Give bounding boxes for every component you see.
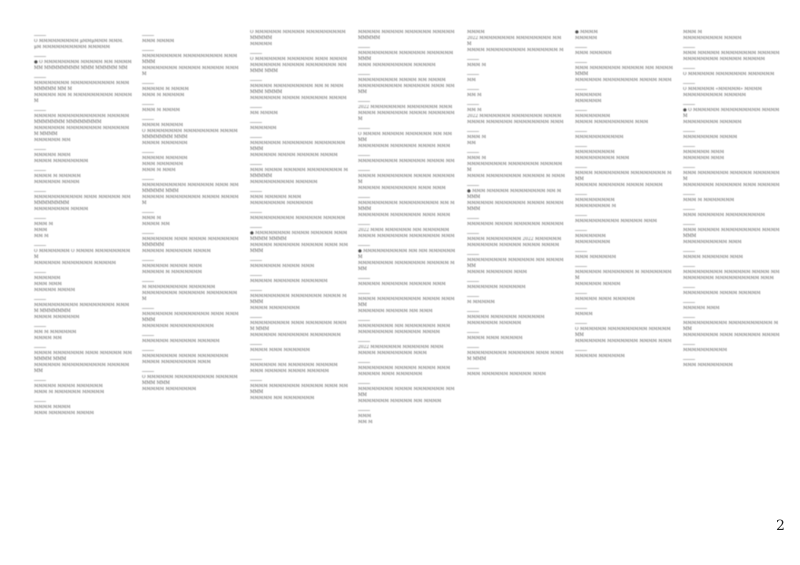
text-line: ΜΜΜΜΜΜ ΜΜΜΜ (575, 282, 621, 287)
text-line: ΜΜΜΜΜΜΜΜΜ ΜΜΜ (575, 156, 630, 161)
text-line: ΜΜΜΜΜ ΜΜΜ ΜΜΜΜΜ (575, 297, 635, 302)
text-line: ΜΜΜΜ ΜΜ (142, 222, 170, 227)
text-line: ΜΜΜΜΜΜΜ ΜΜΜΜΜΜΜΜ ΜΜΜΜΜΜΜ ΜΜΜΜ (34, 126, 130, 137)
text-line: ΜΜΜΜΜΜ ΜΜΜΜΜΜΜ ΜΜΜΜ ΜΜΜΜΜΜΜ (467, 201, 564, 212)
text-line: ΜΜΜΜ ΜΜΜΜΜΜ (142, 141, 188, 146)
text-line: ΜΜΜΜΜΜΜΜ ΜΜΜΜ ΜΜΜΜΜΜΜ ΜΜΜΜ (358, 387, 455, 398)
text-line: ΜΜΜΜΜΜΜΜΜ ΜΜΜΜΜΜ ΜΜΜΜ ΜΜ (683, 270, 780, 275)
text-line: ΜΜΜ ΜΜΜΜΜ ΜΜΜΜΜΜΜΜΜ ΜΜΜΜΜΜΜ (683, 228, 780, 239)
text-line: ΜΜΜΜ ΜΜΜΜ (34, 405, 71, 410)
text-line: ΜΜΜΜΜΜΜΜ ΜΜΜΜ (683, 135, 738, 140)
text-line: 2022 ΜΜΜΜΜΜΜΜ ΜΜΜΜΜΜΜΜ ΜΜΜ (467, 36, 562, 47)
text-line: ΜΜΜ ΜΜΜΜΜΜΜ ΜΜΜΜΜ ΜΜ ΜΜΜΜΜΜΜ (575, 66, 673, 77)
text-line: ΜΜΜΜΜΜΜΜΜ ΜΜΜΜΜΜ ΜΜΜΜΜΜ ΜΜΜ (358, 51, 454, 62)
text-line: ● ΜΜΜ ΜΜΜΜΜ ΜΜΜΜΜΜΜΜ ΜΜ ΜΜΜΜ (467, 189, 562, 200)
text-line: ΜΜΜ ΜΜΜΜΜΜ (142, 162, 183, 167)
text-line: ΜΜΜΜΜΜΜΜΜΜ ΜΜΜΜΜΜΜΜΜΜ ΜΜΜ (683, 321, 779, 332)
text-line: ΜΜΜΜΜΜΜΜ ΜΜΜΜΜ ΜΜΜΜ ΜΜΜ (358, 366, 451, 371)
text-line: ΜΜΜΜ ΜΜΜ ΜΜΜΜΜΜ (250, 348, 310, 353)
text-column-6 (575, 30, 673, 360)
text-line: ΜΜΜΜ ΜΜΜΜΜΜΜΜ (34, 159, 89, 164)
text-line: ΜΜΜΜΜΜΜΜΜ ΜΜΜ ΜΜΜΜΜΜ ΜΜΜΜ ΜΜΜ (250, 321, 347, 332)
text-line: ΜΜΜΜΜ ΜΜΜΜΜΜΜΜ ΜΜΜΜ ΜΜΜΜΜ (142, 195, 239, 206)
text-line: ● ΜΜΜΜ (575, 30, 598, 35)
text-line: Ο ΜΜΜΜΜΜ ΜΜΜΜΜ ΜΜΜΜΜΜΜΜΜ ΜΜΜΜΜ (250, 30, 346, 41)
text-line: ΜΜΜ Μ (683, 30, 702, 35)
text-line: ΜΜΜΜΜΜΜΜΜΜ ΜΜΜΜΜ (250, 180, 318, 185)
text-line: ΜΜΜΜ ΜΜΜΜΜΜΜ ΜΜΜΜΜΜΜ ΜΜΜ (358, 234, 455, 239)
text-line: ΜΜ (467, 141, 476, 146)
text-line: ΜΜΜΜΜΜ ΜΜ (34, 138, 71, 143)
text-line: ΜΜΜΜΜΜΜΜ ΜΜ ΜΜΜΜΜΜΜ ΜΜΜ (358, 324, 451, 329)
text-line: ΜΜΜΜΜΜΜΜΜΜ ΜΜΜΜΜ ΜΜΜ (575, 219, 657, 224)
text-line: Μ ΜΜΜΜΜ (467, 300, 495, 305)
text-line: ΜΜΜΜ ΜΜΜΜΜΜ ΜΜΜ (467, 270, 527, 275)
text-line: ΜΜΜΜ (467, 30, 485, 35)
text-line: ΜΜΜΜΜ ΜΜΜΜΜΜΜ (142, 387, 197, 392)
text-line: ΜΜΜ ΜΜΜΜΜ ΜΜΜΜ ΜΜΜΜΜ (250, 369, 329, 374)
text-line: ΜΜΜΜΜΜΜ ΜΜΜΜΜΜΜ ΜΜΜΜ ΜΜΜ (575, 339, 672, 344)
text-line: ΜΜΜΜΜΜ ΜΜΜΜ ΜΜΜΜΜ ΜΜΜΜ (250, 153, 338, 158)
text-line: ΜΜΜΜΜΜΜΜΜΜ ΜΜΜΜΜΜ ΜΜΜ ΜΜΜΜ (358, 84, 455, 95)
text-line: ΜΜΜΜ ΜΜΜΜΜΜ ΜΜΜ (683, 255, 743, 260)
text-column-7 (683, 30, 781, 369)
text-line: ΜΜΜΜΜΜΜΜ ΜΜΜΜΜΜΜΜΜΜ ΜΜΜ ΜΜΜΜΜ ΜΜ Μ (34, 81, 130, 92)
text-line: ΜΜΜΜΜΜΜΜΜ ΜΜΜΜΜΜΜ ΜΜΜΜ ΜΜΜΜ (250, 294, 347, 305)
text-line: 2022 ΜΜΜΜΜΜΜΜ ΜΜΜΜΜΜΜ ΜΜΜ (358, 105, 453, 110)
text-line: ● ΜΜΜΜΜΜΜΜΜΜ ΜΜ ΜΜ ΜΜΜΜΜΜΜ (358, 249, 456, 260)
text-line: Ο ΜΜΜΜΜΜΜ ΜΜΜΜΜΜ ΜΜΜ ΜΜΜΜ (250, 57, 347, 62)
text-line: ΜΜΜΜΜ ΜΜΜΜΜΜ ΜΜΜΜ ΜΜΜΜ (575, 183, 663, 188)
text-line: ΜΜΜΜΜ ΜΜΜΜΜΜ (575, 354, 625, 359)
text-line: ΜΜΜ ΜΜΜ (34, 282, 62, 287)
text-line: ΜΜΜΜΜ ΜΜ ΜΜΜΜΜΜΜ (250, 396, 315, 401)
text-line: ΜΜΜΜ ΜΜΜΜΜΜΜΜ ΜΜΜ (358, 351, 427, 356)
text-line: ● Ο ΜΜΜΜΜΜΜΜ ΜΜΜΜΜ ΜΜ ΜΜΜΜΜΜ ΜΜΜΜΜΜΜΜ ΜΜΜ ΜΜΜΜΜ ΜΜ (34, 60, 132, 71)
text-line: ΜΜΜΜΜΜΜΜ ΜΜΜΜ (34, 207, 89, 212)
text-line: ΜΜΜΜΜΜΜΜΜΜ (683, 348, 727, 353)
text-line: ΜΜΜΜΜΜ (250, 126, 277, 131)
text-line: ΜΜΜΜ ΜΜΜ ΜΜΜΜΜ (467, 336, 523, 341)
text-line: ΜΜΜΜΜ ΜΜ Μ ΜΜΜΜΜΜΜΜΜ ΜΜΜΜΜ (34, 93, 132, 104)
text-line: ΜΜΜΜ ΜΜΜΜΜΜΜΜΜ ΜΜΜ (575, 120, 649, 125)
text-column-1 (34, 30, 132, 417)
text-line: ΜΜΜΜΜΜΜΜΜΜ ΜΜΜ (683, 240, 742, 245)
text-column-3 (250, 30, 348, 402)
text-line: ΜΜΜΜ ΜΜΜΜΜΜΜ ΜΜΜΜΜ ΜΜΜ ΜΜΜΜΜ (250, 384, 348, 395)
text-line: ΜΜΜ ΜΜΜΜΜΜ ΜΜΜΜΜ ΜΜΜ (467, 372, 546, 377)
text-line: ΜΜΜΜΜ ΜΜΜΜΜΜΜΜΜΜΜ ΜΜΜΜΜ ΜΜΜΜΜΜΜ ΜΜΜΜΜΜΜΜ (34, 114, 130, 125)
text-line: Ο ΜΜΜΜΜΜΜ Ο ΜΜΜΜ ΜΜΜΜΜΜΜΜΜ (34, 249, 131, 260)
text-line: ΜΜΜΜ ΜΜΜΜΜΜΜ ΜΜΜ ΜΜΜΜΜ ΜΜΜΜΜΜ ΜΜΜ (34, 351, 132, 362)
text-line: ΜΜΜ Μ ΜΜΜΜΜΜΜ (683, 198, 735, 203)
text-line: ΜΜΜΜΜΜΜΜΜΜ ΜΜΜΜΜΜ ΜΜΜ ΜΜΜΜΜΜΜ ΜΜΜ (142, 183, 239, 194)
text-line: ΜΜΜΜΜΜΜΜΜΜ ΜΜΜΜΜΜ ΜΜΜΜΜ (250, 216, 346, 221)
text-line: ΜΜΜΜΜΜΜΜ ΜΜΜΜΜΜ (250, 201, 313, 206)
text-line: ΜΜΜΜΜΜΜΜΜ ΜΜΜΜΜΜΜΜΜ ΜΜ ΜΜΜΜ (358, 201, 455, 212)
text-line: ΜΜΜΜΜΜΜΜ ΜΜΜΜΜΜ ΜΜΜΜ (358, 330, 440, 335)
text-line: ΜΜΜ ΜΜΜΜΜ ΜΜΜΜΜΜΜΜ ΜΜΜΜΜ (683, 51, 780, 56)
text-line: ΜΜΜΜΜΜΜ ΜΜΜ ΜΜΜΜ ΜΜΜΜΜΜΜ ΜΜΜΜΜ (142, 237, 239, 248)
text-line: ΜΜΜΜ ΜΜΜΜΜΜΜΜ ΜΜΜ (142, 360, 211, 365)
text-line: ΜΜ ΜΜΜΜ (250, 111, 278, 116)
text-line: ΜΜΜΜΜΜ ΜΜΜΜΜΜΜ ΜΜΜΜΜΜΜ (250, 333, 341, 338)
text-line: ΜΜΜΜΜΜΜΜΜ ΜΜΜΜΜΜ ΜΜ ΜΜΜΜΜΜ (467, 258, 564, 269)
text-line: ΜΜΜΜΜΜΜΜΜ ΜΜΜΜ (683, 36, 742, 41)
text-line: ΜΜΜΜΜΜΜΜΜ (575, 198, 615, 203)
text-line: ΜΜΜ (34, 228, 48, 233)
text-line: ΜΜΜΜΜ ΜΜΜΜΜΜ ΜΜΜΜΜ ΜΜΜ (358, 282, 446, 287)
text-line: ΜΜΜΜΜΜ ΜΜΜ (683, 156, 724, 161)
text-line: ΜΜΜ ΜΜΜΜΜΜΜΜΜ ΜΜΜΜΜ (358, 63, 436, 68)
text-line: ΜΜΜΜΜΜ ΜΜΜΜΜΜΜΜ ΜΜΜΜ ΜΜΜ (575, 78, 672, 83)
text-line: ΜΜΜΜ ΜΜΜΜΜΜΜΜ ΜΜΜΜ ΜΜΜΜΜΜ (358, 174, 455, 185)
text-line: ΜΜΜΜΜ ΜΜΜΜΜΜ ΜΜΜΜ (142, 249, 211, 254)
text-line: ΜΜΜ ΜΜΜΜΜΜ (575, 255, 616, 260)
text-line: ΜΜΜ ΜΜΜΜ ΜΜΜΜΜ ΜΜΜΜΜΜΜΜ ΜΜΜΜΜΜ (250, 168, 348, 179)
text-line: ΜΜΜΜΜΜΜΜΜ ΜΜΜΜ ΜΜ ΜΜΜΜ (358, 78, 446, 83)
text-line: ΜΜΜΜΜΜΜ (575, 234, 606, 239)
text-line: ΜΜΜΜΜ ΜΜΜΜΜΜΜΜ ΜΜΜ ΜΜΜ (358, 186, 446, 191)
text-line: ● Ο ΜΜΜΜΜΜ ΜΜΜΜΜΜΜΜΜ ΜΜΜΜΜ (683, 108, 780, 119)
text-line: ΜΜΜΜΜ ΜΜΜ ΜΜΜΜΜΜ (358, 372, 423, 377)
text-line: ΜΜΜΜΜΜΜΜ ΜΜΜΜΜΜ ΜΜΜΜΜΜΜΜ (142, 291, 238, 302)
text-line: ΜΜΜΜΜΜΜ ΜΜΜΜΜ ΜΜΜΜΜΜΜ ΜΜΜΜΜ ΜΜΜ (250, 63, 347, 74)
text-line: ● ΜΜΜΜΜΜΜΜ ΜΜΜΜ ΜΜΜΜΜ ΜΜΜΜΜΜΜ ΜΜΜΜ (250, 231, 348, 242)
text-line: ΜΜΜΜΜΜΜ ΜΜΜΜΜΜ ΜΜΜ ΜΜΜΜΜ (683, 183, 780, 188)
text-line: ΜΜΜΜΜΜ ΜΜΜΜΜΜΜΜΜΜ ΜΜΜΜΜΜΜ (34, 363, 130, 374)
text-line: ΜΜΜΜΜΜΜ ΜΜΜΜΜΜ ΜΜΜΜ ΜΜΜ (358, 144, 451, 149)
text-line: ΜΜΜΜΜΜΜΜ ΜΜΜΜ ΜΜΜΜΜΜΜ (142, 354, 229, 359)
text-line: ΜΜΜΜΜ Μ ΜΜΜΜ (142, 87, 189, 92)
text-line: ΜΜΜ Μ ΜΜΜΜ (142, 108, 180, 113)
text-line: ΜΜΜΜΜΜΜΜΜ ΜΜΜΜΜΜΜΜΜ ΜΜΜΜΜΜ (142, 54, 238, 65)
text-line: ΜΜΜΜΜΜΜΜΜΜΜ ΜΜΜ ΜΜΜΜΜ ΜΜ ΜΜΜΜΜΜΜΜ (34, 195, 131, 206)
text-line: ΜΜΜΜΜΜΜΜΜ ΜΜΜΜΜΜ ΜΜΜΜ ΜΜ (358, 159, 455, 164)
text-line: ΜΜΜ Μ (467, 63, 486, 68)
text-line: ΜΜΜΜΜΜΜΜ (575, 240, 611, 245)
text-line: ΜΜΜΜ ΜΜΜΜΜΜ (34, 315, 80, 320)
text-line: Ο ΜΜΜΜΜΜ ΜΜΜΜΜΜΜΜΜ ΜΜΜΜΜΜΜΜ ΜΜΜ (142, 375, 238, 386)
text-line: ΜΜΜΜΜ (575, 36, 597, 41)
text-line: ΜΜΜΜΜΜΜ ΜΜΜΜΜ ΜΜΜΜ ΜΜΜΜ (467, 243, 560, 248)
text-line: ΜΜΜ Μ ΜΜΜ (142, 168, 176, 173)
text-line: ΜΜΜΜΜΜΜΜΜ ΜΜΜΜΜΜ ΜΜΜ ΜΜΜΜ ΜΜΜ (467, 351, 564, 362)
text-column-2 (142, 30, 240, 393)
text-line: ΜΜΜΜΜΜ ΜΜΜΜΜΜΜΜΜΜ (142, 324, 214, 329)
text-line: ΜΜΜ ΜΜΜΜΜ (575, 51, 612, 56)
text-line: ΜΜ Μ (358, 420, 373, 425)
text-line: Μ ΜΜΜΜΜΜΜΜΜ ΜΜΜΜΜΜ (142, 285, 216, 290)
text-line: ΜΜΜΜΜΜ ΜΜΜΜΜΜ ΜΜΜΜΜ (142, 339, 220, 344)
text-line: ΜΜΜΜΜΜΜ ΜΜΜΜ ΜΜΜ (250, 264, 315, 269)
text-line: ΜΜΜ ΜΜΜΜΜΜ ΜΜΜΜΜΜΜΜΜ (683, 213, 765, 218)
text-line: ΜΜΜ ΜΜΜΜΜΜΜΜ (683, 363, 733, 368)
text-line: ΜΜΜΜ ΜΜΜΜΜΜΜ (250, 306, 300, 311)
text-line: ΜΜΜΜΜΜΜ ΜΜΜΜΜΜΜ ΜΜΜ ΜΜΜ (358, 213, 451, 218)
text-line: ΜΜ Μ (34, 234, 49, 239)
text-line: ΜΜΜΜΜ ΜΜΜΜΜΜ ΜΜΜΜΜ ΜΜΜ ΜΜΜΜΜ (250, 243, 348, 254)
text-line: ΜΜΜΜΜΜ ΜΜΜΜ (34, 180, 80, 185)
text-line: ΜΜΜΜΜΜΜ ΜΜΜΜΜΜΜΜΜΜ ΜΜΜ (683, 276, 774, 281)
text-line: ΜΜΜΜΜ Μ ΜΜΜΜΜΜΜ (142, 270, 202, 275)
text-line: ΜΜ Μ ΜΜΜΜΜΜ (34, 330, 77, 335)
text-line: ΜΜΜΜΜΜΜΜΜΜΜ (575, 135, 624, 140)
text-line: ΜΜΜΜΜ (250, 42, 272, 47)
text-line: ΜΜΜΜΜΜΜ ΜΜΜΜΜΜΜΜ ΜΜΜ ΜΜΜΜΜΜ (142, 312, 239, 323)
text-line: ΜΜΜΜΜ ΜΜΜΜΜ ΜΜΜΜΜΜ ΜΜΜΜΜ ΜΜΜΜΜ (358, 30, 455, 41)
text-line: ΜΜΜΜΜΜ ΜΜ ΜΜΜΜΜΜ ΜΜΜΜΜ (250, 363, 338, 368)
text-line: ΜΜΜ (358, 414, 372, 419)
text-line: ΜΜΜΜΜΜΜΜΜ (575, 150, 615, 155)
text-line: ΜΜΜΜΜΜΜΜ ΜΜΜΜΜ (683, 120, 742, 125)
text-line: ΜΜΜΜΜ ΜΜΜΜΜ (142, 156, 188, 161)
text-line: ΜΜΜΜ ΜΜΜΜΜΜΜΜ ΜΜΜΜΜΜΜΜ ΜΜΜ (575, 171, 672, 182)
text-line: Ο ΜΜΜΜΜΜ ΜΜΜΜΜΜΜΜΜ ΜΜΜΜΜΜΜ (575, 327, 671, 338)
text-line: ΜΜΜΜ ΜΜ (34, 336, 62, 341)
text-line: ΜΜΜΜ Μ ΜΜΜΜΜ (34, 174, 81, 179)
text-line: ΜΜΜΜΜ ΜΜΜ (34, 153, 71, 158)
text-line: Ο ΜΜΜΜΜΜΜΜ ΜΜΜΜΜΜΜΜ ΜΜΜΜ ΜΜΜΜΜΜΜ ΜΜΜ (142, 129, 238, 140)
text-line: ΜΜΜ ΜΜΜΜΜΜΜ ΜΜΜΜΜ ΜΜΜΜΜΜΜ (683, 171, 780, 182)
text-line: ΜΜΜ Μ ΜΜΜΜΜΜ ΜΜΜΜΜ (34, 390, 105, 395)
text-line: O ΜΜΜΜΜΜΜΜΜ μΜΜμΜΜΜ ΜΜΜ. (34, 39, 124, 44)
text-line: ΜΜΜΜΜΜΜ ΜΜΜΜ ΜΜΜΜΜΜ ΜΜΜΜ (250, 96, 347, 101)
text-line: ΜΜΜΜΜΜΜΜ ΜΜΜ ΜΜΜΜΜΜ ΜΜΜΜ (683, 333, 780, 338)
text-line: ΜΜ Μ (467, 108, 482, 113)
text-line: ΜΜΜΜΜΜΜ ΜΜΜΜΜΜ (467, 285, 526, 290)
page-number: 2 (776, 518, 785, 534)
text-line: ΜΜΜΜ ΜΜΜΜΜΜΜΜ 2022 ΜΜΜΜΜΜ (467, 237, 562, 242)
text-line: ΜΜΜ ΜΜΜΜΜΜ ΜΜΜΜ (34, 411, 94, 416)
text-line: ΜΜ Μ (467, 93, 482, 98)
text-line: ΜΜΜΜΜΜΜΜ (575, 114, 611, 119)
text-line: ΜΜΜΜΜΜΜΜΜΜ ΜΜΜΜΜΜΜΜ ΜΜΜΜ ΜΜΜΜΜΜΜ (34, 303, 130, 314)
text-line: ΜΜΜΜΜΜΜ ΜΜΜΜΜΜΜ ΜΜΜΜΜΜΜ ΜΜΜ (250, 141, 346, 152)
text-column-5 (467, 30, 565, 378)
text-line: ΜΜΜΜ ΜΜΜΜΜΜΜΜΜ ΜΜΜΜΜΜΜ Μ (467, 48, 564, 53)
text-line: ΜΜ (467, 78, 476, 83)
text-line: ΜΜΜΜΜΜ ΜΜΜ (683, 150, 724, 155)
text-line: ΜΜΜΜΜΜΜ ΜΜΜΜΜ (467, 321, 522, 326)
text-line: Ο ΜΜΜΜΜΜ «ΜΜΜΜΜ» ΜΜΜΜ (683, 87, 762, 92)
text-line: ΜΜΜ Μ (467, 156, 486, 161)
text-line: ΜΜΜ Μ (467, 135, 486, 140)
text-line: ΜΜΜΜΜΜΜΜΜ ΜΜΜΜΜ (683, 93, 746, 98)
text-line: ΜΜΜΜΜΜ ΜΜΜΜΜ ΜΜ ΜΜΜ (358, 309, 433, 314)
text-line: ΜΜΜ Μ (34, 222, 53, 227)
text-line: ΜΜΜΜΜΜ (575, 99, 602, 104)
text-line: ΜΜΜΜΜΜ ΜΜΜΜ ΜΜΜΜΜΜ ΜΜΜΜΜ (467, 222, 564, 227)
text-line: ΜΜΜΜΜΜ ΜΜΜΜ ΜΜΜ (142, 264, 202, 269)
text-line: Ο ΜΜΜΜ ΜΜΜΜΜ ΜΜΜΜΜΜ ΜΜ ΜΜΜΜ (358, 132, 452, 143)
text-line: ΜΜΜΜ ΜΜΜΜΜΜΜ ΜΜΜΜ ΜΜΜΜΜΜΜ (358, 111, 455, 122)
text-column-4 (358, 30, 456, 426)
text-line: ΜΜΜΜΜΜΜΜ ΜΜΜΜΜ ΜΜΜΜΜ ΜΜΜΜ (142, 66, 239, 77)
text-line: ΜΜΜΜΜΜΜΜΜ ΜΜΜΜΜΜΜ ΜΜΜΜΜΜ (467, 162, 563, 173)
text-line: 2022 ΜΜΜΜΜΜΜ ΜΜΜΜΜΜΜ ΜΜΜΜ (467, 114, 562, 119)
text-line: ΜΜΜΜ (575, 312, 593, 317)
text-line: ΜΜΜΜ ΜΜΜΜΜΜ ΜΜΜΜΜΜΜΜ ΜΜΜ (467, 120, 564, 125)
text-line: ΜΜΜΜΜ ΜΜΜΜ (34, 288, 75, 293)
text-line: ΜΜΜΜΜΜΜΜ ΜΜΜΜΜ ΜΜΜΜΜ (683, 57, 765, 62)
text-line: ΜΜΜΜΜ ΜΜΜΜΜΜ ΜΜΜΜΜΜ (467, 315, 545, 320)
text-line: ΜΜΜΜ ΜΜΜΜΜΜΜΜΜΜ ΜΜΜΜ ΜΜΜΜΜ (358, 297, 455, 308)
text-line: ΜΜΜΜΜΜΜΜ ΜΜΜΜ ΜΜΜΜΜ (683, 291, 761, 296)
text-line: ΜΜΜΜ ΜΜΜΜΜΜΜΜ ΜΜΜΜΜ Μ ΜΜΜ (467, 174, 565, 179)
text-line: ΜΜΜΜΜΜΜ ΜΜΜΜΜ ΜΜ ΜΜΜΜ (358, 399, 442, 404)
text-line: 2022 ΜΜΜΜΜΜΜ ΜΜΜΜΜΜ ΜΜΜ (358, 345, 444, 350)
text-line: 2022 ΜΜΜ ΜΜΜΜΜΜ ΜΜ ΜΜΜΜΜΜ (358, 228, 450, 233)
text-line: ΜΜΜΜΜ ΜΜΜ (683, 306, 720, 311)
text-line: ΜΜΜΜΜΜ (575, 93, 602, 98)
text-line: ΜΜΜΜΜΜΜΜ ΜΜΜΜΜΜΜ ΜΜΜΜΜ ΜΜΜ (358, 261, 455, 272)
text-line: ΜΜΜ ΜΜΜΜ (142, 39, 175, 44)
text-line: ΜΜΜ ΜΜΜΜΜ ΜΜΜ (250, 195, 302, 200)
text-line: ΜΜΜ Μ (142, 216, 161, 221)
text-line: ΜΜΜΜΜ ΜΜΜΜΜΜΜΜΜ ΜΜ Μ ΜΜΜ ΜΜΜ ΜΜΜΜ (250, 84, 344, 95)
text-line: ΜΜΜΜΜΜ ΜΜΜΜΜΜΜ Μ ΜΜΜΜΜΜΜΜ (575, 270, 672, 281)
text-line: ΜΜΜΜΜΜ (34, 276, 61, 281)
text-line: ΜΜΜΜΜΜ ΜΜΜΜΜΜΜ ΜΜΜΜΜ (34, 261, 116, 266)
text-line: ΜΜΜ Μ ΜΜΜΜΜ (142, 93, 185, 98)
text-line: Ο ΜΜΜΜΜΜ ΜΜΜΜΜΜΜ ΜΜΜΜΜΜ (683, 72, 775, 77)
text-line: ΜΜΜΜΜΜΜΜ Μ (575, 204, 616, 209)
text-line: ΜΜΜΜΜ ΜΜΜΜ ΜΜΜΜΜΜ (34, 384, 103, 389)
text-line: μΜ ΜΜΜΜΜΜΜΜΜΜ ΜΜΜΜΜ (34, 45, 110, 50)
text-line: ΜΜΜΜ ΜΜΜΜΜ (142, 123, 183, 128)
text-line: ΜΜΜΜΜ ΜΜΜΜΜΜ ΜΜΜΜΜΜ (250, 279, 328, 284)
